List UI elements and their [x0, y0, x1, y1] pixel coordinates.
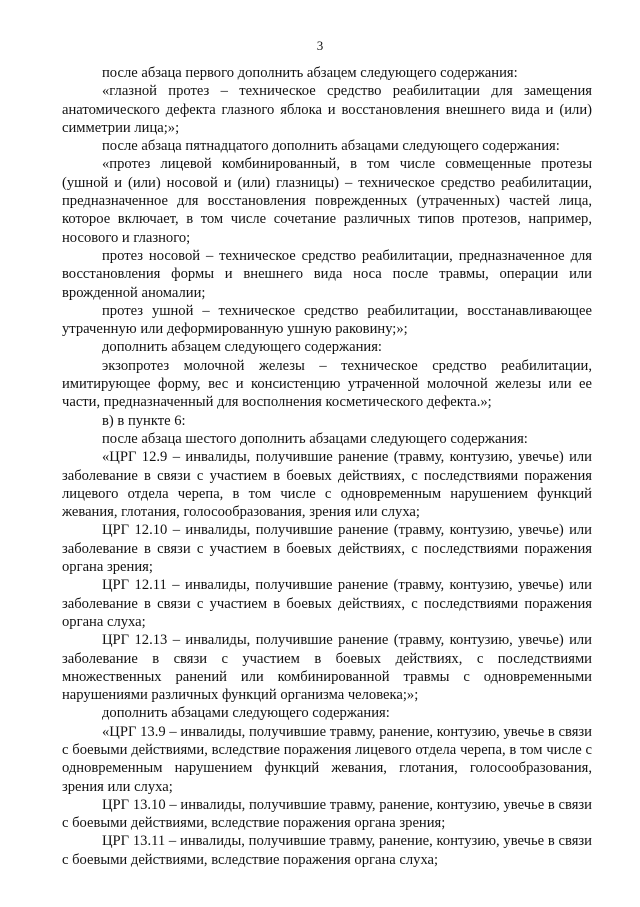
- document-body: [62, 64, 592, 869]
- paragraph: ЦРГ 12.10 – инвалиды, получившие ранение (травму, контузию, увечье) или заболевание в связи с участием в боевых действиях, с последствиями поражения органа зрения;: [62, 522, 592, 576]
- paragraph: «протез лицевой комбинированный, в том числе совмещенные протезы (ушной и (или) носовой и (или) глазницы) – техническое средство реабилитации, предназначенное для восстановления поврежденных (утраченных) частей лица, которое включает, в том числе сочетание различных типов протезов, например, носового и глазного;: [62, 156, 592, 246]
- paragraph: ЦРГ 13.10 – инвалиды, получившие травму, ранение, контузию, увечье в связи с боевыми действиями, вследствие поражения органа зрения;: [62, 796, 592, 832]
- paragraph: ЦРГ 12.11 – инвалиды, получившие ранение (травму, контузию, увечье) или заболевание в связи с участием в боевых действиях, с последствиями поражения органа слуха;: [62, 577, 592, 630]
- paragraph: «глазной протез – техническое средство реабилитации для замещения анатомического дефекта глазного яблока и восстановления внешнего вида и (или) симметрии лица;»;: [62, 83, 592, 136]
- paragraph: дополнить абзацем следующего содержания:: [102, 339, 382, 356]
- paragraph: протез носовой – техническое средство реабилитации, предназначенное для восстановления формы и внешнего вида носа после травмы, операции или врожденной аномалии;: [62, 247, 592, 301]
- paragraph: после абзаца шестого дополнить абзацами следующего содержания:: [102, 430, 528, 447]
- paragraph: после абзаца пятнадцатого дополнить абзацами следующего содержания:: [102, 138, 560, 155]
- paragraph: «ЦРГ 13.9 – инвалиды, получившие травму, ранение, контузию, увечье в связи с боевыми действиями, вследствие поражения лицевого отдела черепа, в том числе с одновременным нарушением функций жевания, глотания, голосообразования, зрения или слуха;: [62, 723, 592, 795]
- paragraph: дополнить абзацами следующего содержания:: [102, 705, 390, 722]
- page-number: 3: [316, 38, 324, 53]
- paragraph: экзопротез молочной железы – техническое средство реабилитации, имитирующее форму, вес и консистенцию утраченной молочной железы или ее части, предназначенный для восполнения косметического дефекта.»;: [62, 357, 592, 411]
- paragraph: после абзаца первого дополнить абзацем следующего содержания:: [102, 65, 518, 81]
- paragraph: в) в пункте 6:: [102, 412, 186, 429]
- paragraph: ЦРГ 12.13 – инвалиды, получившие ранение (травму, контузию, увечье) или заболевание в связи с участием в боевых действиях, с последствиями множественных ранений или комбинированной травмы с одновременными нарушениями различных функций организма человека;»;: [62, 632, 592, 704]
- paragraph: протез ушной – техническое средство реабилитации, восстанавливающее утраченную или деформированную ушную раковину;»;: [62, 302, 592, 338]
- paragraph: «ЦРГ 12.9 – инвалиды, получившие ранение (травму, контузию, увечье) или заболевание в связи с участием в боевых действиях, с последствиями поражения лицевого отдела черепа, в том числе с одновременным нарушением функций жевания, глотания, голосообразования, зрения или слуха;: [62, 449, 592, 521]
- paragraph: ЦРГ 13.11 – инвалиды, получившие травму, ранение, контузию, увечье в связи с боевыми действиями, вследствие поражения органа слуха;: [62, 833, 592, 868]
